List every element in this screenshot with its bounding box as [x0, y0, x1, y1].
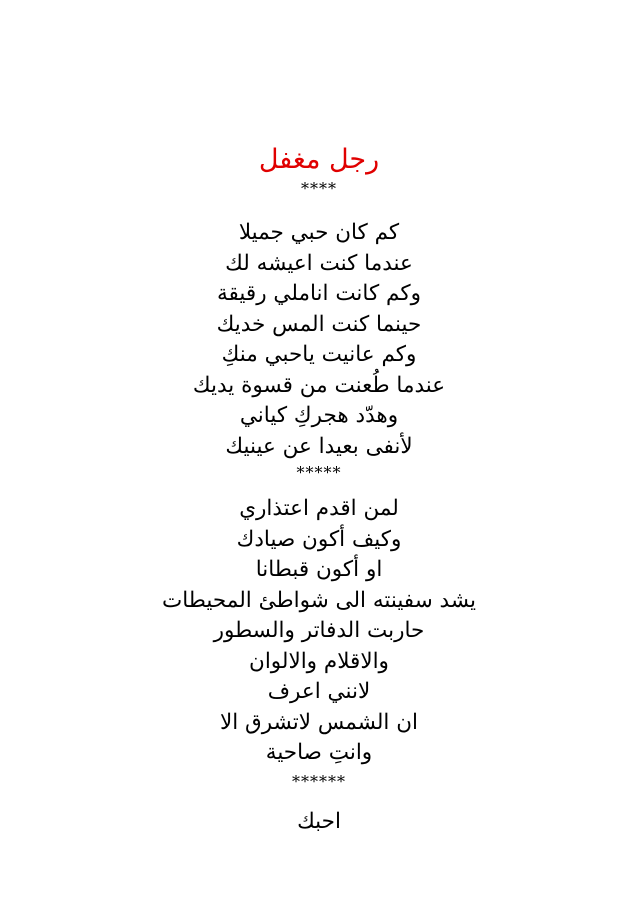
stanza-1 [0, 218, 638, 462]
poem-line: لمن اقدم اعتذاري [239, 496, 399, 521]
poem-line: كم كان حبي جميلا [238, 220, 400, 245]
separator-stars: ***** [296, 463, 342, 482]
poem-line: حاربت الدفاتر والسطور [213, 618, 425, 643]
separator-stars: ****** [292, 771, 346, 791]
poem-title: رجل مغفل [258, 144, 380, 175]
poem-line: يشد سفينته الى شواطئ المحيطات [162, 587, 476, 613]
poem-line: وكم كانت اناملي رقيقة [217, 281, 421, 306]
poem-line: وكيف أكون صيادك [236, 526, 402, 552]
poem-line: حينما كنت المس خديك [216, 311, 422, 337]
poem-line: وكم عانيت ياحبي منكِ [221, 342, 417, 367]
poem-line: او أكون قبطانا [255, 557, 383, 582]
poem-line: لأنفى بعيدا عن عينيك [225, 433, 413, 459]
poem-line: عندما كنت اعيشه لك [225, 250, 413, 276]
poem-line: لانني اعرف [267, 679, 371, 704]
poem-line: وانتِ صاحية [265, 740, 373, 765]
poem-line: ان الشمس لاتشرق الا [219, 709, 418, 735]
poem [0, 140, 638, 837]
poem-line: عندما طُعنت من قسوة يديك [192, 372, 446, 398]
stanza-2 [0, 494, 638, 769]
separator-stars: **** [301, 179, 337, 198]
poem-line: والاقلام والالوان [249, 648, 389, 674]
closing-line: احبك [297, 808, 341, 834]
poem-line: وهدّد هجركِ كياني [239, 403, 399, 428]
